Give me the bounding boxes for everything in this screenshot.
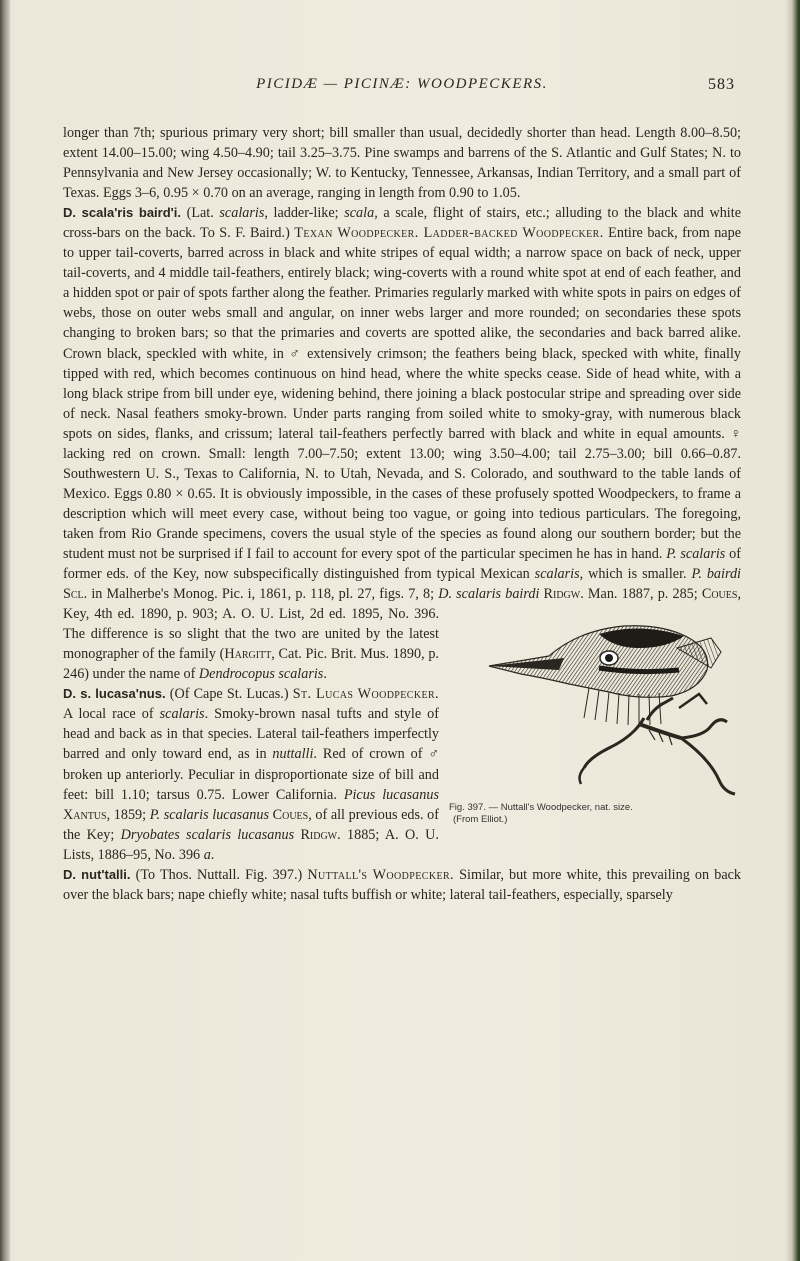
italic-run: D. scalaris bairdi [438, 586, 540, 603]
italic-run: scala [344, 205, 375, 222]
common-name: Texan Woodpecker. Ladder-backed Woodpecker. [294, 225, 604, 242]
paragraph-nuttalli [63, 865, 741, 905]
caption-line: Fig. 397. — Nuttall's Woodpecker, nat. size. [449, 802, 633, 814]
italic-run: scalaris [219, 205, 265, 222]
italic-run: Dryobates scalaris lucasanus [120, 826, 295, 843]
text-run: , ladder-like; [264, 205, 345, 222]
figure-caption [449, 802, 749, 826]
figure-397 [449, 608, 741, 828]
text-run: Similar, but more white, this prevailing on back over the black bars; nape chiefly white; nasal tufts buffish or white; lateral tail-feathers, especially, sparsely [63, 866, 742, 903]
author-name: Xantus, [63, 806, 111, 823]
text-run: in Malherbe's Monog. Pic. i, 1861, p. 118, pl. 27, figs. 7, 8; [87, 586, 439, 603]
italic-run: P. scalaris lucasanus [149, 806, 270, 823]
author-name: Coues, [269, 806, 312, 823]
running-head: PICIDÆ — PICINÆ: WOODPECKERS. [256, 76, 548, 92]
text-run: (To Thos. Nuttall. Fig. 397.) [130, 866, 308, 883]
text-run: A local race of [63, 706, 160, 723]
text-run: Key, 4th ed. 1890, p. 903; A. O. U. List, 2d ed. 1895, No. 396. The difference is so slight that the two are united by the latest monographer of the family ( [63, 606, 439, 663]
italic-run: P. bairdi [691, 566, 741, 583]
text-run: , a scale, flight of stairs, etc.; alluding to the black and white cross-bars on the back. To S. F. Baird.) [63, 205, 741, 242]
italic-run: scalaris [159, 706, 205, 723]
text-run: Entire back, from nape to upper tail-coverts, barred across in black and white stripes of equal width; a narrow space on back of neck, upper tail-coverts, and 4 middle tail-feathers, entirely black; wing-coverts with a round white spot at end of each feather, and a hidden spot or pair of spots farther along the feather. Primaries regularly marked with white spots in pairs on edges of webs, those on outer webs small and angular, on inner webs larger and more rounded; on secondaries these spots changing to broken bars; so that the primaries and coverts are spotted alike, the secondaries and back barred alike. Crown black, speckled with white, in ♂ extensively crimson; the feathers being black, specked with white, finally tipped with red, which becomes continuous on hind head, where the white specks cease. Side of head white, with a long black stripe from bill under eye, widening behind, there joining a black postocular stripe and spreading over side of neck. Nasal feathers smoky-brown. Under parts ranging from soiled white to smoky-gray, with numerous black spots on sides, flanks, and crissum; lateral tail-feathers perfectly barred with black and white in equal amounts. ♀ lacking red on crown. Small: length 7.00–7.50; extent 13.00; wing 3.50–4.00; tail 2.75–3.00; bill 0.66–0.87. Southwestern U. S., Texas to California, N. to Utah, Nevada, and S. Colorado, and southward to the table lands of Mexico. Eggs 0.80 × 0.65. It is obviously impossible, in the cases of these profusely spotted Woodpeckers, to frame a description which will meet every case, without being too vague, or going into tedious particulars. The foregoing, taken from Rio Grande specimens, covers the usual style of the species as found along our southern border; but the student must not be surprised if I fail to account for every spot of the particular specimen he has in hand. [63, 225, 741, 562]
paragraph-pileatus-end [63, 123, 741, 203]
page-header [0, 76, 800, 100]
body-text [63, 123, 741, 905]
bird-foot [580, 694, 735, 794]
common-name: Nuttall's Woodpecker. [307, 866, 454, 883]
bird-head [489, 626, 721, 726]
author-name: Hargitt, [224, 646, 275, 663]
text-run: , which is smaller. [579, 566, 692, 583]
text-run: . Smoky-brown nasal tufts and style of head and back as in that species. Lateral tail-feathers imperfectly barred and only toward end, as in [63, 706, 439, 763]
text-run: 1859; [110, 806, 150, 823]
book-edge [786, 0, 800, 1261]
text-run: 1885; A. O. U. Lists, 1886–95, No. 396 [63, 826, 439, 863]
author-name: Coues, [701, 586, 741, 603]
text-run: . [323, 666, 327, 683]
species-heading: D. nut'talli. [63, 866, 131, 882]
author-name: Ridgw. [539, 586, 584, 603]
text-run: of all previous eds. of the Key; [63, 806, 439, 843]
author-name: Ridgw. [294, 826, 341, 843]
italic-run: a [203, 846, 211, 863]
caption-credit: (From Elliot.) [453, 814, 508, 826]
text-run: (Lat. [186, 205, 220, 222]
italic-run: P. scalaris [666, 545, 726, 562]
text-run: Man. 1887, p. 285; [583, 586, 702, 603]
italic-run: scalaris [534, 566, 580, 583]
woodpecker-head-and-feet-engraving [449, 608, 741, 803]
common-name: St. Lucas Woodpecker. [292, 686, 439, 703]
author-name: Scl. [63, 586, 88, 603]
paragraph-text: longer than 7th; spurious primary very short; bill smaller than usual, decidedly shorter than head. Length 8.00–8.50; extent 14.00–15.00; wing 4.50–4.90; tail 3.25–3.75. Pine swamps and barrens of the S. Atlantic and Gulf States; N. to Pennsylvania and New Jersey occasionally; W. to Kentucky, Tennessee, Arkansas, Indian Territory, and a small part of Texas. Eggs 3–6, 0.95 × 0.70 on an average, ranging in length from 0.90 to 1.05. [63, 125, 741, 202]
species-heading: D. scala'ris baird'i. [63, 205, 181, 221]
species-heading: D. s. lucasa'nus. [63, 686, 166, 702]
italic-run: Dendrocopus scalaris [198, 666, 324, 683]
book-spine-shadow [0, 0, 10, 1261]
text-run: . [210, 846, 215, 863]
text-run: . Red of crown of ♂ broken up anteriorly. Peculiar in disproportionate size of bill and feet: bill 1.10; tarsus 0.75. Lower California. [63, 746, 439, 803]
italic-run: Picus lucasanus [343, 786, 439, 803]
italic-run: nuttalli [272, 746, 314, 763]
text-run: Cat. Pic. Brit. Mus. 1890, p. 246) under the name of [63, 646, 439, 683]
text-run: of former eds. of the Key, now subspecifically distinguished from typical Mexican [63, 545, 741, 583]
text-run: (Of Cape St. Lucas.) [165, 686, 293, 703]
page-number: 583 [708, 76, 735, 93]
